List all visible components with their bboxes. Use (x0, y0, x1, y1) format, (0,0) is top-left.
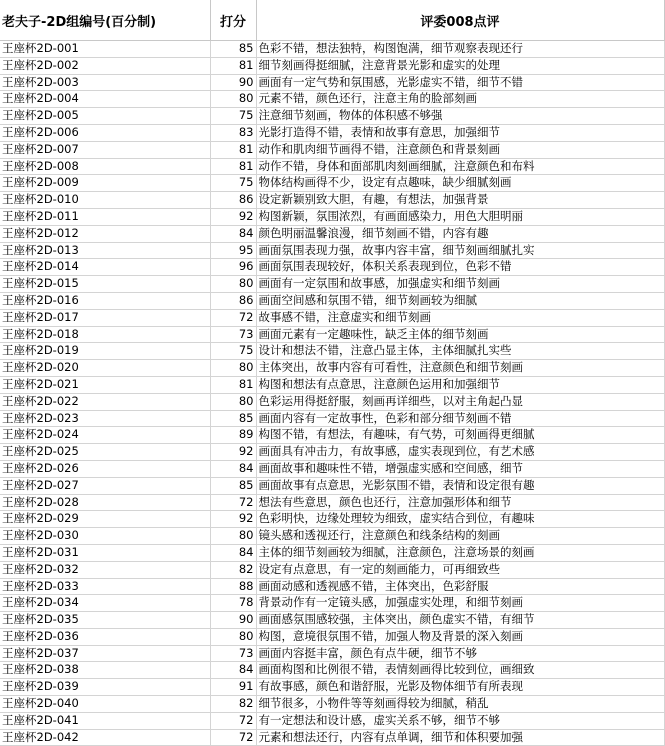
entry-name-cell[interactable]: 王座杯2D-014 (0, 259, 210, 276)
table-row (0, 343, 664, 360)
table-row (0, 578, 664, 595)
score-cell[interactable]: 75 (210, 175, 256, 192)
comment-cell[interactable]: 画面具有冲击力，有故事感，虚实表现到位，有艺术感 (256, 444, 664, 461)
table-row (0, 544, 664, 561)
score-cell[interactable]: 85 (210, 41, 256, 58)
score-cell[interactable]: 91 (210, 679, 256, 696)
header-name[interactable]: 老夫子-2D组编号(百分制) (0, 0, 210, 41)
table-row (0, 292, 664, 309)
comment-cell[interactable]: 光影打造得不错，表情和故事有意思，加强细节 (256, 124, 664, 141)
comment-cell[interactable]: 细节很多，小物件等等刻画得较为细腻，稍乱 (256, 696, 664, 713)
entry-name-cell[interactable]: 王座杯2D-037 (0, 645, 210, 662)
entry-name-cell[interactable]: 王座杯2D-023 (0, 410, 210, 427)
table-row (0, 175, 664, 192)
table-row (0, 141, 664, 158)
comment-cell[interactable]: 画面内容有一定故事性，色彩和部分细节刻画不错 (256, 410, 664, 427)
entry-name-cell[interactable]: 王座杯2D-028 (0, 494, 210, 511)
table-row (0, 612, 664, 629)
comment-cell[interactable]: 设定有点意思，有一定的刻画能力，可再细致些 (256, 561, 664, 578)
comment-cell[interactable]: 画面构图和比例很不错，表情刻画得比较到位，画细致 (256, 662, 664, 679)
table-row (0, 326, 664, 343)
comment-cell[interactable]: 元素不错，颜色还行，注意主角的脸部刻画 (256, 91, 664, 108)
header-score[interactable]: 打分 (210, 0, 256, 41)
entry-name-cell[interactable]: 王座杯2D-008 (0, 158, 210, 175)
score-cell[interactable]: 73 (210, 326, 256, 343)
score-cell[interactable]: 90 (210, 74, 256, 91)
table-row (0, 393, 664, 410)
score-cell[interactable]: 80 (210, 528, 256, 545)
table-row (0, 276, 664, 293)
entry-name-cell[interactable]: 王座杯2D-032 (0, 561, 210, 578)
entry-name-cell[interactable]: 王座杯2D-026 (0, 460, 210, 477)
score-cell[interactable]: 82 (210, 561, 256, 578)
table-row (0, 158, 664, 175)
table-row (0, 494, 664, 511)
entry-name-cell[interactable]: 王座杯2D-027 (0, 477, 210, 494)
table-row (0, 460, 664, 477)
comment-cell[interactable]: 画面感氛围感较强，主体突出，颜色虚实不错，有细节 (256, 612, 664, 629)
table-row (0, 192, 664, 209)
entry-name-cell[interactable]: 王座杯2D-034 (0, 595, 210, 612)
table-row (0, 124, 664, 141)
score-cell[interactable]: 80 (210, 91, 256, 108)
score-cell[interactable]: 84 (210, 544, 256, 561)
entry-name-cell[interactable]: 王座杯2D-006 (0, 124, 210, 141)
table-row (0, 729, 664, 746)
score-cell[interactable]: 96 (210, 259, 256, 276)
entry-name-cell[interactable]: 王座杯2D-007 (0, 141, 210, 158)
entry-name-cell[interactable]: 王座杯2D-030 (0, 528, 210, 545)
table-row (0, 679, 664, 696)
score-cell[interactable]: 86 (210, 192, 256, 209)
score-cell[interactable]: 92 (210, 208, 256, 225)
table-row (0, 225, 664, 242)
score-cell[interactable]: 75 (210, 108, 256, 125)
entry-name-cell[interactable]: 王座杯2D-035 (0, 612, 210, 629)
score-cell[interactable]: 84 (210, 460, 256, 477)
entry-name-cell[interactable]: 王座杯2D-016 (0, 292, 210, 309)
comment-cell[interactable]: 画面元素有一定趣味性，缺乏主体的细节刻画 (256, 326, 664, 343)
score-cell[interactable]: 81 (210, 141, 256, 158)
entry-name-cell[interactable]: 王座杯2D-033 (0, 578, 210, 595)
score-cell[interactable]: 84 (210, 225, 256, 242)
entry-name-cell[interactable]: 王座杯2D-013 (0, 242, 210, 259)
score-cell[interactable]: 85 (210, 477, 256, 494)
entry-name-cell[interactable]: 王座杯2D-022 (0, 393, 210, 410)
comment-cell[interactable]: 有故事感，颜色和谐舒服，光影及物体细节有所表现 (256, 679, 664, 696)
comment-cell[interactable]: 色彩明快，边缘处理较为细致，虚实结合到位，有趣味 (256, 511, 664, 528)
score-cell[interactable]: 92 (210, 444, 256, 461)
entry-name-cell[interactable]: 王座杯2D-041 (0, 712, 210, 729)
score-cell[interactable]: 73 (210, 645, 256, 662)
table-row (0, 561, 664, 578)
comment-cell[interactable]: 细节刻画得挺细腻，注意背景光影和虚实的处理 (256, 57, 664, 74)
entry-name-cell[interactable]: 王座杯2D-011 (0, 208, 210, 225)
entry-name-cell[interactable]: 王座杯2D-003 (0, 74, 210, 91)
comment-cell[interactable]: 元素和想法还行，内容有点单调，细节和体积要加强 (256, 729, 664, 746)
comment-cell[interactable]: 色彩不错，想法独特，构图饱满，细节观察表现还行 (256, 41, 664, 58)
score-cell[interactable]: 80 (210, 360, 256, 377)
score-cell[interactable]: 72 (210, 309, 256, 326)
table-row (0, 208, 664, 225)
comment-cell[interactable]: 设计和想法不错，注意凸显主体，主体细腻扎实些 (256, 343, 664, 360)
table-row (0, 309, 664, 326)
table-row (0, 511, 664, 528)
comment-cell[interactable]: 有一定想法和设计感，虚实关系不够，细节不够 (256, 712, 664, 729)
score-cell[interactable]: 72 (210, 729, 256, 746)
entry-name-cell[interactable]: 王座杯2D-036 (0, 628, 210, 645)
comment-cell[interactable]: 画面故事和趣味性不错，增强虚实感和空间感，细节 (256, 460, 664, 477)
score-cell[interactable]: 82 (210, 696, 256, 713)
comment-cell[interactable]: 故事感不错，注意虚实和细节刻画 (256, 309, 664, 326)
comment-cell[interactable]: 物体结构画得不少，设定有点趣味，缺少细腻刻画 (256, 175, 664, 192)
score-cell[interactable]: 80 (210, 628, 256, 645)
table-row (0, 41, 664, 58)
entry-name-cell[interactable]: 王座杯2D-020 (0, 360, 210, 377)
comment-cell[interactable]: 画面故事有点意思，光影氛围不错，表情和设定很有趣 (256, 477, 664, 494)
comment-cell[interactable]: 色彩运用得挺舒服，刻画再详细些，以对主角起凸显 (256, 393, 664, 410)
entry-name-cell[interactable]: 王座杯2D-019 (0, 343, 210, 360)
entry-name-cell[interactable]: 王座杯2D-025 (0, 444, 210, 461)
entry-name-cell[interactable]: 王座杯2D-021 (0, 376, 210, 393)
entry-name-cell[interactable]: 王座杯2D-005 (0, 108, 210, 125)
score-cell[interactable]: 75 (210, 343, 256, 360)
entry-name-cell[interactable]: 王座杯2D-009 (0, 175, 210, 192)
table-row (0, 57, 664, 74)
comment-cell[interactable]: 主体的细节刻画较为细腻，注意颜色，注意场景的刻画 (256, 544, 664, 561)
entry-name-cell[interactable]: 王座杯2D-001 (0, 41, 210, 58)
table-row (0, 696, 664, 713)
comment-cell[interactable]: 镜头感和透视还行，注意颜色和线条结构的刻画 (256, 528, 664, 545)
score-cell[interactable]: 92 (210, 511, 256, 528)
entry-name-cell[interactable]: 王座杯2D-038 (0, 662, 210, 679)
comment-cell[interactable]: 动作和肌肉细节画得不错，注意颜色和背景刻画 (256, 141, 664, 158)
entry-name-cell[interactable]: 王座杯2D-031 (0, 544, 210, 561)
comment-cell[interactable]: 想法有些意思，颜色也还行，注意加强形体和细节 (256, 494, 664, 511)
entry-name-cell[interactable]: 王座杯2D-004 (0, 91, 210, 108)
score-cell[interactable]: 83 (210, 124, 256, 141)
table-row (0, 242, 664, 259)
table-row (0, 91, 664, 108)
comment-cell[interactable]: 构图和想法有点意思，注意颜色运用和加强细节 (256, 376, 664, 393)
entry-name-cell[interactable]: 王座杯2D-029 (0, 511, 210, 528)
comment-cell[interactable]: 构图，意境很氛围不错，加强人物及背景的深入刻画 (256, 628, 664, 645)
score-cell[interactable]: 78 (210, 595, 256, 612)
table-row (0, 595, 664, 612)
table-row (0, 662, 664, 679)
comment-cell[interactable]: 画面动感和透视感不错，主体突出，色彩舒服 (256, 578, 664, 595)
comment-cell[interactable]: 画面氛围表现力强，故事内容丰富，细节刻画细腻扎实 (256, 242, 664, 259)
entry-name-cell[interactable]: 王座杯2D-012 (0, 225, 210, 242)
table-row (0, 444, 664, 461)
comment-cell[interactable]: 画面有一定氛围和故事感，加强虚实和细节刻画 (256, 276, 664, 293)
score-cell[interactable]: 81 (210, 57, 256, 74)
table-row (0, 108, 664, 125)
table-row (0, 410, 664, 427)
comment-cell[interactable]: 画面氛围表现较好，体积关系表现到位，色彩不错 (256, 259, 664, 276)
score-cell[interactable]: 80 (210, 276, 256, 293)
table-row (0, 360, 664, 377)
comment-cell[interactable]: 主体突出，故事内容有可看性，注意颜色和细节刻画 (256, 360, 664, 377)
comment-cell[interactable]: 设定新颖别致大胆，有趣，有想法，加强背景 (256, 192, 664, 209)
comment-cell[interactable]: 画面内容挺丰富，颜色有点牛硬，细节不够 (256, 645, 664, 662)
entry-name-cell[interactable]: 王座杯2D-040 (0, 696, 210, 713)
entry-name-cell[interactable]: 王座杯2D-039 (0, 679, 210, 696)
score-cell[interactable]: 80 (210, 393, 256, 410)
comment-cell[interactable]: 构图新颖，氛围浓烈，有画面感染力，用色大胆明丽 (256, 208, 664, 225)
entry-name-cell[interactable]: 王座杯2D-015 (0, 276, 210, 293)
score-cell[interactable]: 90 (210, 612, 256, 629)
entry-name-cell[interactable]: 王座杯2D-010 (0, 192, 210, 209)
comment-cell[interactable]: 颜色明丽温馨浪漫，细节刻画不错，内容有趣 (256, 225, 664, 242)
table-row (0, 712, 664, 729)
header-row (0, 0, 664, 41)
comment-cell[interactable]: 构图不错，有想法，有趣味，有气势，可刻画得更细腻 (256, 427, 664, 444)
comment-cell[interactable]: 动作不错，身体和面部肌肉刻画细腻，注意颜色和布料 (256, 158, 664, 175)
table-row (0, 477, 664, 494)
score-cell[interactable]: 72 (210, 712, 256, 729)
comment-cell[interactable]: 背景动作有一定镜头感，加强虚实处理，和细节刻画 (256, 595, 664, 612)
entry-name-cell[interactable]: 王座杯2D-042 (0, 729, 210, 746)
header-comment[interactable]: 评委008点评 (256, 0, 664, 41)
comment-cell[interactable]: 注意细节刻画，物体的体积感不够强 (256, 108, 664, 125)
score-cell[interactable]: 72 (210, 494, 256, 511)
table-row (0, 645, 664, 662)
entry-name-cell[interactable]: 王座杯2D-024 (0, 427, 210, 444)
comment-cell[interactable]: 画面空间感和氛围不错，细节刻画较为细腻 (256, 292, 664, 309)
table-row (0, 427, 664, 444)
score-cell[interactable]: 85 (210, 410, 256, 427)
comment-cell[interactable]: 画面有一定气势和氛围感，光影虚实不错，细节不错 (256, 74, 664, 91)
entry-name-cell[interactable]: 王座杯2D-002 (0, 57, 210, 74)
table-row (0, 528, 664, 545)
score-cell[interactable]: 88 (210, 578, 256, 595)
table-row (0, 628, 664, 645)
table-row (0, 259, 664, 276)
table-row (0, 376, 664, 393)
score-cell[interactable]: 86 (210, 292, 256, 309)
score-cell[interactable]: 95 (210, 242, 256, 259)
score-cell[interactable]: 81 (210, 158, 256, 175)
table-row (0, 74, 664, 91)
score-cell[interactable]: 84 (210, 662, 256, 679)
entry-name-cell[interactable]: 王座杯2D-018 (0, 326, 210, 343)
entry-name-cell[interactable]: 王座杯2D-017 (0, 309, 210, 326)
score-cell[interactable]: 89 (210, 427, 256, 444)
score-cell[interactable]: 81 (210, 376, 256, 393)
